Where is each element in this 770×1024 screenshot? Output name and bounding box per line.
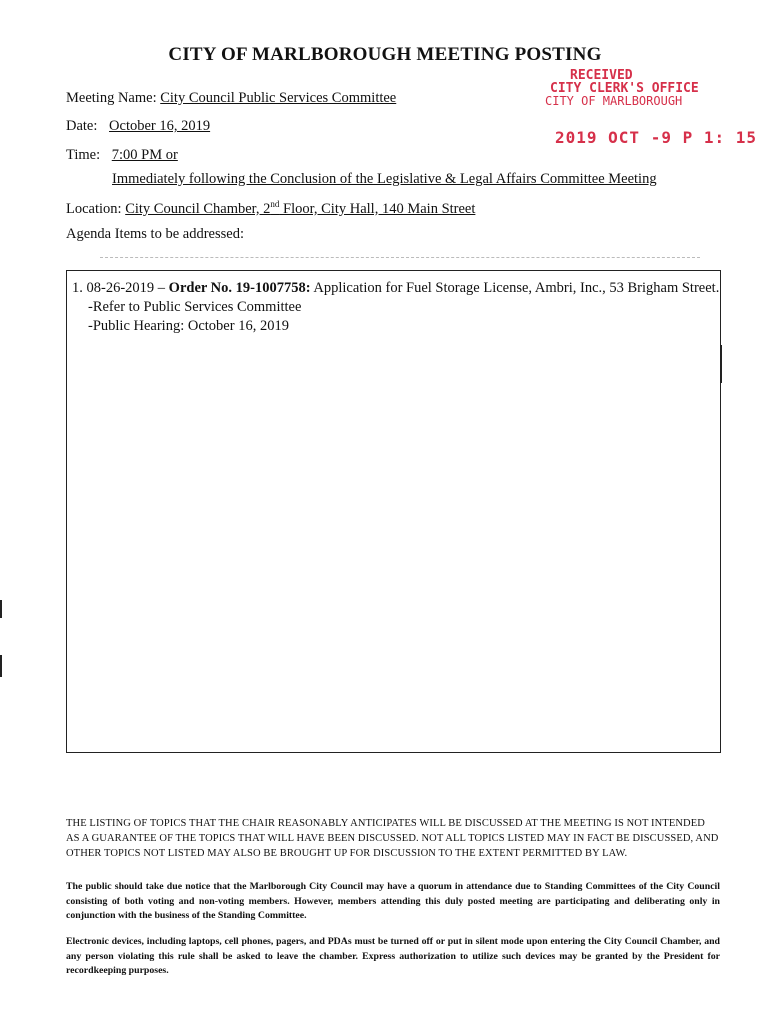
date-row <box>66 118 210 135</box>
received-stamp-date: 2019 OCT -9 P 1: 15 <box>555 128 758 147</box>
agenda-item-note: -Public Hearing: October 16, 2019 <box>88 318 289 334</box>
agenda-box <box>66 270 721 753</box>
devices-notice: Electronic devices, including laptops, cell phones, pagers, and PDAs must be turned off or put in silent mode upon entering the City Council Chamber, and any person violating this rule shall be asked to leave the chamber. Express authorization to utilize such devices may be granted by the President for recordkeeping purposes. <box>66 936 720 976</box>
time-continuation: Immediately following the Conclusion of the Legislative & Legal Affairs Committee Meeting <box>112 171 657 187</box>
meeting-name-label: Meeting Name: <box>66 90 157 106</box>
location-value-part2: Floor, City Hall, 140 Main Street <box>279 200 476 217</box>
agenda-heading: Agenda Items to be addressed: <box>66 226 244 242</box>
date-value: October 16, 2019 <box>109 118 211 134</box>
location-sup: nd <box>270 199 280 209</box>
agenda-item <box>72 279 720 336</box>
location-value-part1: City Council Chamber, 2 <box>125 200 271 217</box>
received-stamp-line1: RECEIVED <box>570 68 633 83</box>
location-row <box>66 199 475 218</box>
time-value: 7:00 PM or <box>111 147 178 163</box>
agenda-item-description: Application for Fuel Storage License, Ambri, Inc., 53 Brigham Street. <box>313 280 720 296</box>
meeting-name-row <box>66 90 396 107</box>
scan-edge-mark <box>0 600 2 618</box>
meeting-name-value: City Council Public Services Committee <box>160 90 397 106</box>
faint-divider <box>100 257 700 258</box>
agenda-item-note: -Refer to Public Services Committee <box>88 299 302 315</box>
quorum-notice: The public should take due notice that the Marlborough City Council may have a quorum in attendance due to Standing Committees of the City Council consisting of both voting and non-voting members. However, members attending this duly posted meeting are participating and deliberating only in conjunction with the business of the Standing Committee. <box>66 881 720 921</box>
received-stamp-line2: CITY CLERK'S OFFICE <box>550 81 699 96</box>
scan-edge-mark <box>720 345 722 383</box>
agenda-item-order: Order No. 19-1007758: <box>168 280 311 296</box>
received-stamp-line3: CITY OF MARLBOROUGH <box>545 94 683 108</box>
time-label: Time: <box>66 147 101 163</box>
page-title: CITY OF MARLBOROUGH MEETING POSTING <box>168 44 602 65</box>
time-row <box>66 147 178 164</box>
disclaimer-text: THE LISTING OF TOPICS THAT THE CHAIR REASONABLY ANTICIPATES WILL BE DISCUSSED AT THE MEETING IS NOT INTENDED AS A GUARANTEE OF THE TOPICS THAT WILL HAVE BEEN DISCUSSED. NOT ALL TOPICS LISTED MAY IN FACT BE DISCUSSED, AND OTHER TOPICS NOT LISTED MAY ALSO BE BROUGHT UP FOR DISCUSSION TO THE EXTENT PERMITTED BY LAW. <box>66 818 719 859</box>
date-label: Date: <box>66 118 98 134</box>
location-value <box>125 201 475 217</box>
scan-edge-mark <box>0 655 2 677</box>
agenda-item-line <box>72 279 720 298</box>
agenda-item-date: 08-26-2019 – <box>86 280 166 296</box>
location-label: Location: <box>66 200 122 217</box>
agenda-item-number: 1. <box>72 280 83 296</box>
